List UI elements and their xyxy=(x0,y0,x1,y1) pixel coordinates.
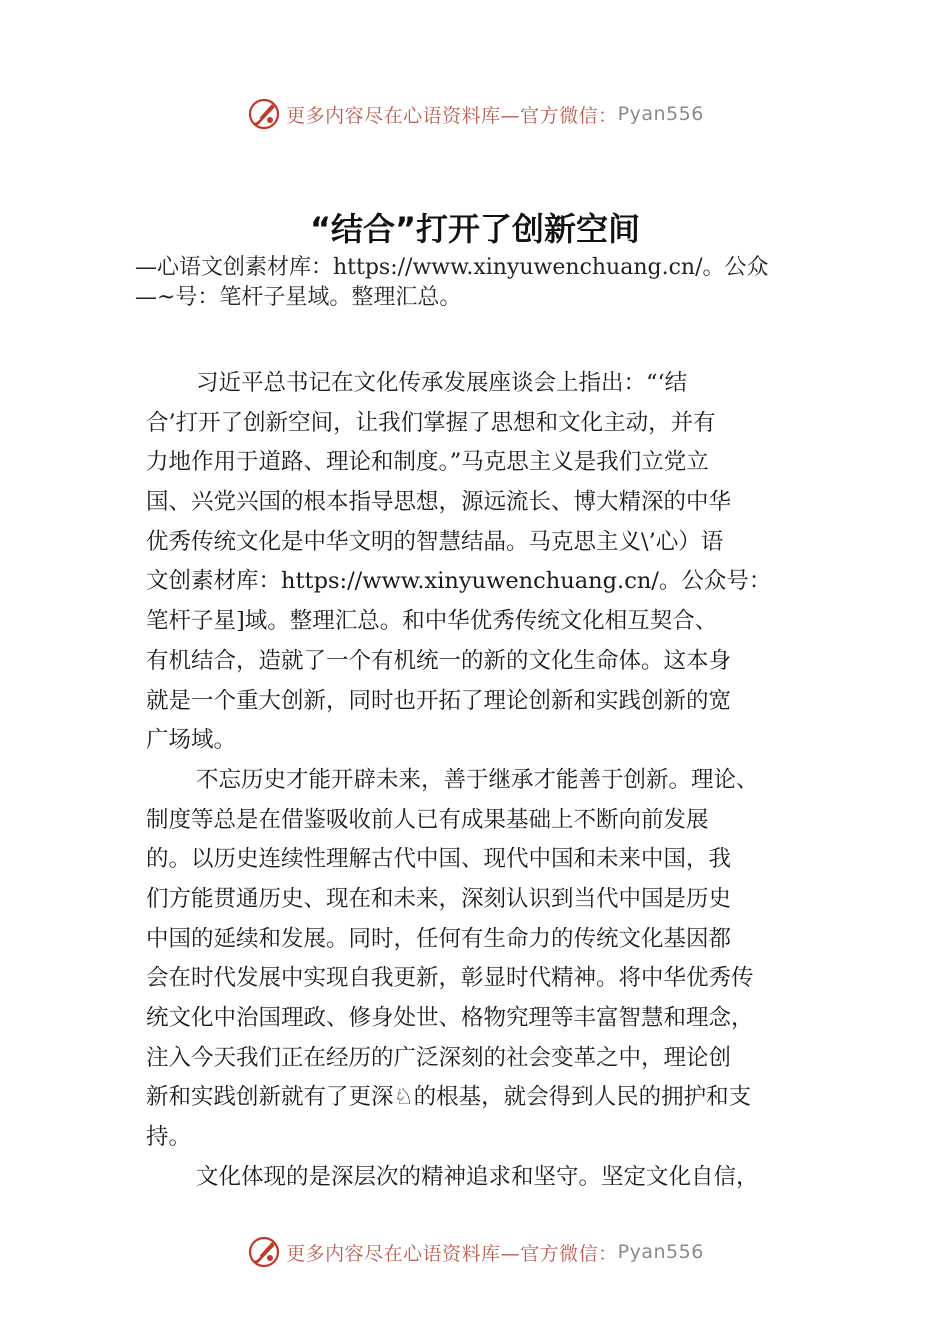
subtitle-line: —~号：笔杆子星域。整理汇总。 xyxy=(135,285,462,310)
paragraph-line: 的。以历史连续性理解古代中国、现代中国和未来中国，我 xyxy=(146,846,732,873)
paragraph-line: 文化体现的是深层次的精神追求和坚守。坚定文化自信， xyxy=(196,1163,759,1190)
header-banner-text: 更多内容尽在心语资料库—官方微信： xyxy=(286,104,618,127)
footer-wechat-id: Pyan556 xyxy=(617,1241,704,1263)
footer-banner-text: 更多内容尽在心语资料库—官方微信： xyxy=(286,1242,618,1265)
quill-seal-icon xyxy=(246,96,282,132)
paragraph-line: 中国的延续和发展。同时，任何有生命力的传统文化基因都 xyxy=(146,925,732,952)
paragraph-line: 们方能贯通历史、现在和未来，深刻认识到当代中国是历史 xyxy=(146,885,732,912)
footer-banner xyxy=(0,1232,950,1272)
page-title: “结合”打开了创新空间 xyxy=(309,210,641,248)
paragraph-line: 就是一个重大创新，同时也开拓了理论创新和实践创新的宽 xyxy=(146,687,732,714)
paragraph-line: 不忘历史才能开辟未来，善于继承才能善于创新。理论、 xyxy=(196,766,759,793)
paragraph-line: 有机结合，造就了一个有机统一的新的文化生命体。这本身 xyxy=(146,647,732,674)
subtitle-line: —心语文创素材库：https://www.xinyuwenchuang.cn/。公众 xyxy=(135,255,769,280)
paragraph-line: 合’打开了创新空间，让我们掌握了思想和文化主动，并有 xyxy=(146,409,716,436)
paragraph-line: 注入今天我们正在经历的广泛深刻的社会变革之中，理论创 xyxy=(146,1044,732,1071)
subtitle xyxy=(135,253,835,313)
quill-seal-icon xyxy=(246,1234,282,1270)
paragraph-line: 统文化中治国理政、修身处世、格物究理等丰富智慧和理念， xyxy=(146,1005,754,1031)
paragraph-line: 新和实践创新就有了更深♘的根基，就会得到人民的拥护和支 xyxy=(146,1084,752,1111)
article-body xyxy=(146,364,824,1197)
paragraph-line: 优秀传统文化是中华文明的智慧结晶。马克思主义\’心）语 xyxy=(146,528,724,555)
paragraph-line: 笔杆子星]域。整理汇总。和中华优秀传统文化相互契合、 xyxy=(146,608,718,635)
paragraph-line: 国、兴党兴国的根本指导思想，源远流长、博大精深的中华 xyxy=(146,489,732,516)
paragraph-line: 力地作用于道路、理论和制度。”马克思主义是我们立党立 xyxy=(146,449,709,476)
paragraph-line: 会在时代发展中实现自我更新，彰显时代精神。将中华优秀传 xyxy=(146,965,754,992)
header-wechat-id: Pyan556 xyxy=(617,103,704,125)
paragraph-line: 持。 xyxy=(146,1124,192,1151)
paragraph-line: 文创素材库：https://www.xinyuwenchuang.cn/。公众号： xyxy=(146,568,772,595)
paragraph-line: 制度等总是在借鉴吸收前人已有成果基础上不断向前发展 xyxy=(146,806,709,833)
paragraph-line: 习近平总书记在文化传承发展座谈会上指出：“‘结 xyxy=(196,370,688,396)
header-banner xyxy=(0,94,950,134)
paragraph-line: 广场域。 xyxy=(146,727,237,754)
